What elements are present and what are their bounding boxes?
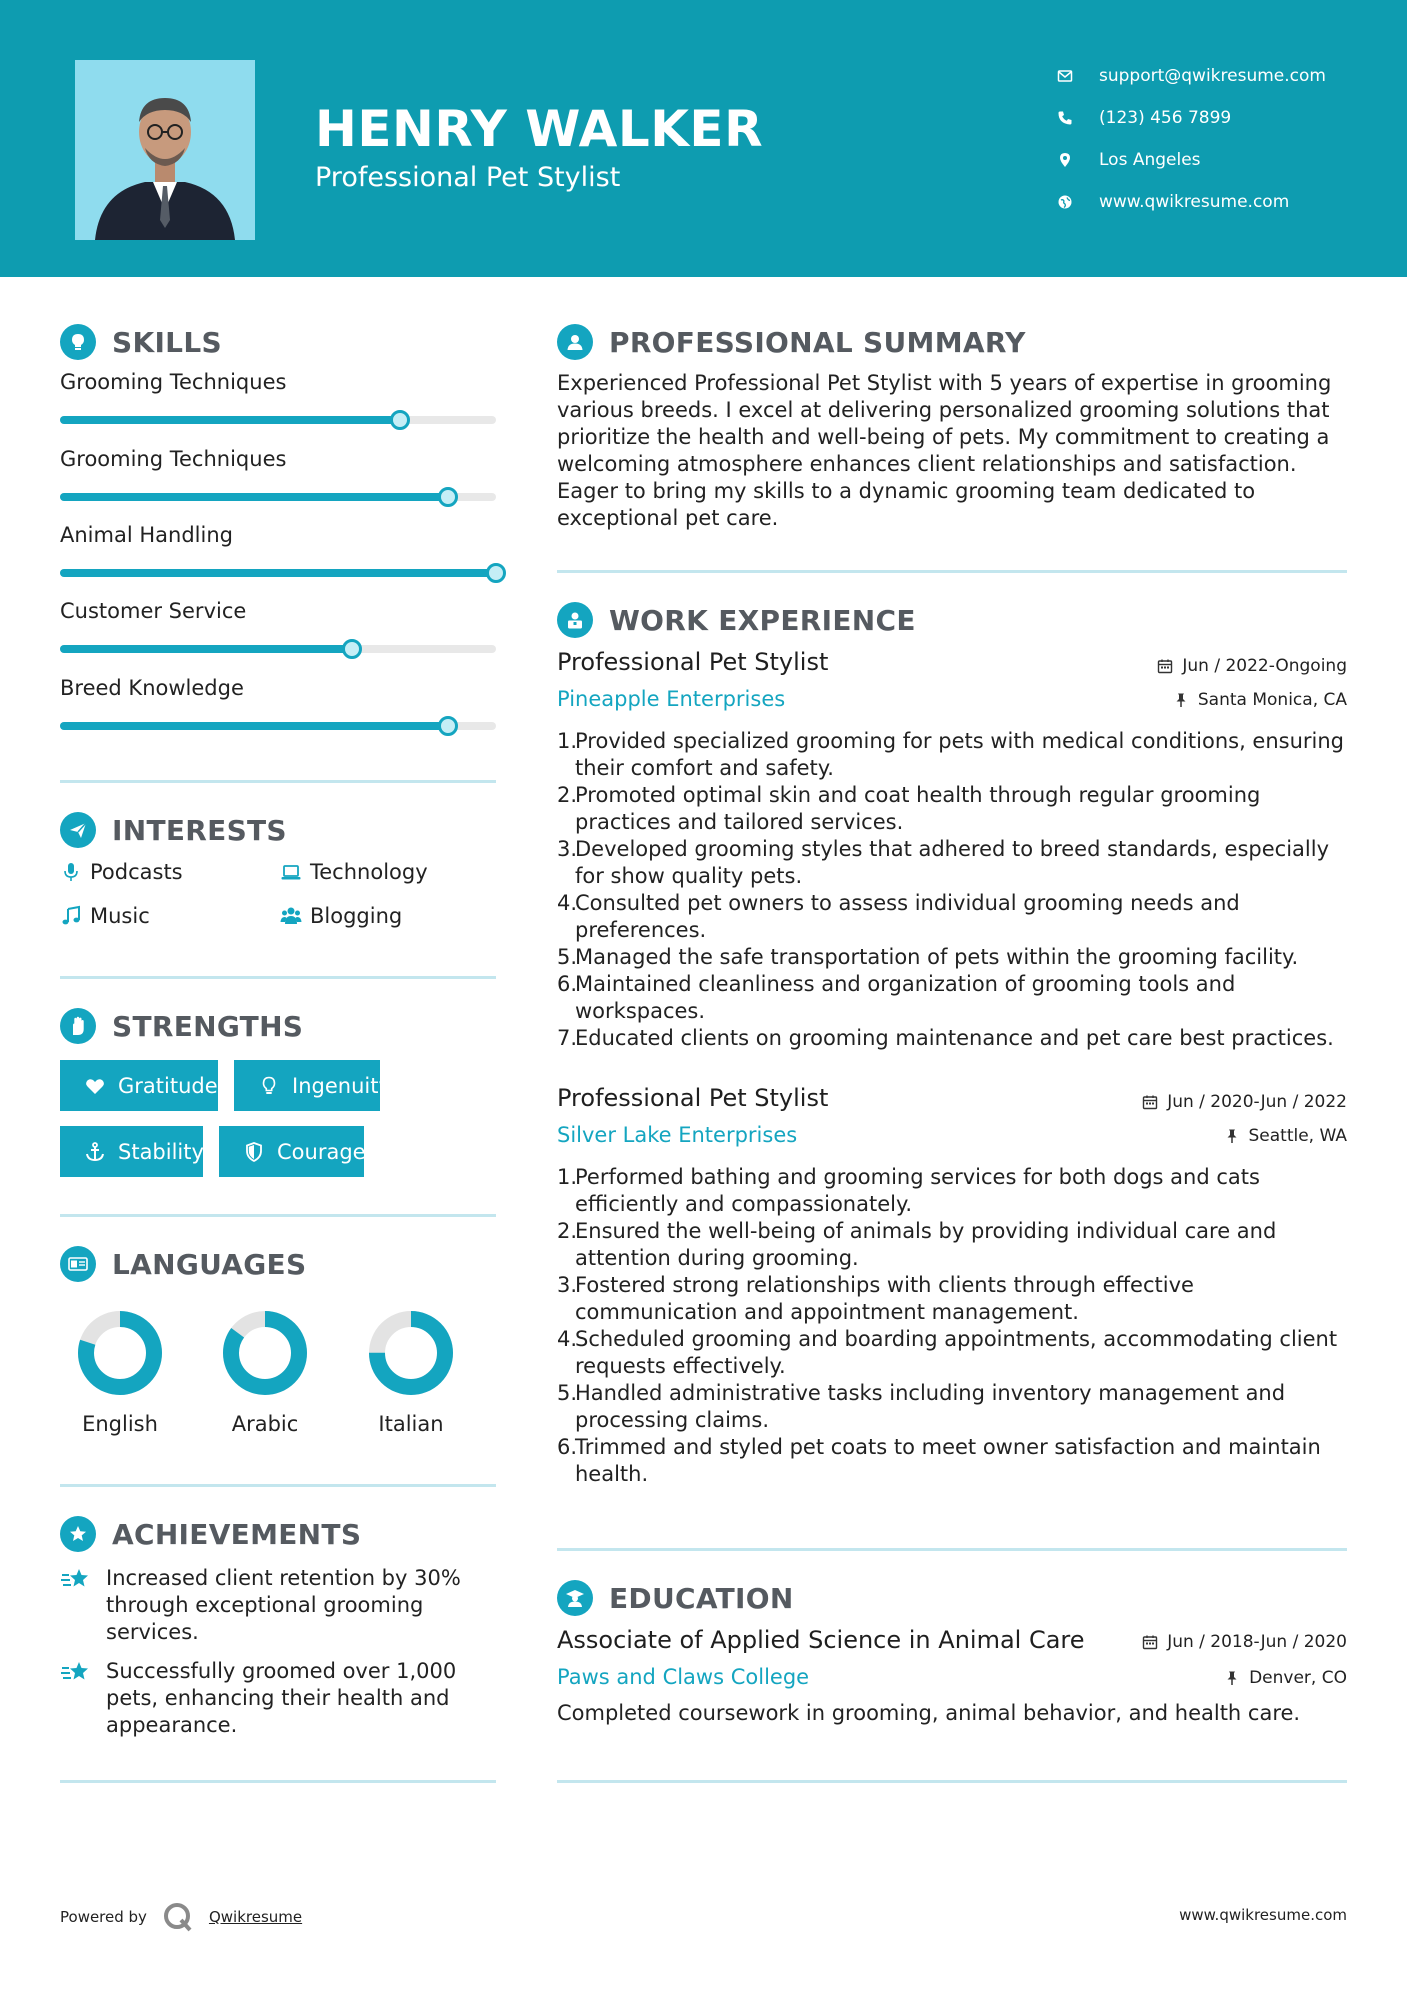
paper-plane-icon bbox=[60, 812, 96, 848]
job-responsibility: 2. Promoted optimal skin and coat health through regular grooming practices and tailored services. bbox=[557, 782, 1347, 836]
job-dates bbox=[1156, 656, 1347, 676]
job-responsibility-text: Provided specialized grooming for pets with medical conditions, ensuring their comfort and safety. bbox=[575, 729, 1345, 780]
language-donut bbox=[220, 1308, 310, 1398]
education-dates bbox=[1141, 1632, 1347, 1652]
language-label: English bbox=[82, 1412, 158, 1436]
section-divider bbox=[60, 1484, 496, 1487]
interests-heading bbox=[60, 812, 287, 848]
experience-heading bbox=[557, 602, 916, 638]
strength-tag bbox=[219, 1126, 364, 1177]
job-dates-text: Jun / 2022-Ongoing bbox=[1182, 656, 1347, 676]
powered-by-text: Powered by bbox=[60, 1908, 147, 1926]
section-divider bbox=[557, 570, 1347, 573]
job-location-text: Santa Monica, CA bbox=[1197, 690, 1347, 710]
skill-bar bbox=[60, 493, 496, 501]
education-school: Paws and Claws College bbox=[557, 1665, 810, 1689]
summary-text: Experienced Professional Pet Stylist with 5 years of expertise in grooming various breeds. I excel at delivering personalized grooming solutions that prioritize the health and well-being of pets. My commitment to creating a welcoming atmosphere enhances client relationships and satisfaction. Eager to bring my skills to a dynamic grooming team dedicated to exceptional pet care. bbox=[557, 371, 1332, 530]
users-icon bbox=[278, 903, 304, 929]
lightbulb-icon bbox=[60, 324, 96, 360]
user-icon bbox=[557, 324, 593, 360]
strengths-heading bbox=[60, 1008, 303, 1044]
resume-header bbox=[0, 0, 1407, 277]
section-divider bbox=[60, 1780, 496, 1783]
strength-label: Ingenuity bbox=[292, 1073, 391, 1098]
skill-bar-knob bbox=[342, 639, 362, 659]
skill-bar-fill bbox=[60, 722, 448, 730]
job-responsibilities bbox=[557, 728, 1347, 1052]
job-responsibility: 3. Developed grooming styles that adhered to breed standards, especially for show quality pets. bbox=[557, 836, 1347, 890]
job-location bbox=[1223, 1126, 1348, 1146]
microphone-icon bbox=[58, 859, 84, 885]
interest-item bbox=[278, 903, 402, 929]
achievement-item bbox=[60, 1658, 500, 1739]
skill-label: Grooming Techniques bbox=[60, 447, 287, 471]
language-donut bbox=[75, 1308, 165, 1398]
section-divider bbox=[60, 1214, 496, 1217]
job-title: Professional Pet Stylist bbox=[557, 1084, 829, 1112]
skills-heading bbox=[60, 324, 222, 360]
strength-tag bbox=[60, 1060, 218, 1111]
strength-label: Stability bbox=[118, 1139, 204, 1164]
skills-title: SKILLS bbox=[112, 325, 222, 359]
job-responsibilities bbox=[557, 1164, 1347, 1488]
job-responsibility: 1. Performed bathing and grooming services for both dogs and cats efficiently and compassionately. bbox=[557, 1164, 1347, 1218]
job-responsibility: 6. Trimmed and styled pet coats to meet owner satisfaction and maintain health. bbox=[557, 1434, 1347, 1488]
job-title: Professional Pet Stylist bbox=[557, 648, 829, 676]
language-label: Arabic bbox=[231, 1412, 299, 1436]
lightbulb-icon bbox=[258, 1074, 280, 1098]
skill-bar bbox=[60, 569, 496, 577]
globe-icon bbox=[1055, 192, 1075, 212]
skill-bar bbox=[60, 645, 496, 653]
skill-bar-knob bbox=[390, 410, 410, 430]
contact-phone-text: (123) 456 7899 bbox=[1099, 108, 1232, 128]
shooting-star-icon bbox=[60, 1565, 92, 1595]
strength-label: Courage bbox=[277, 1139, 366, 1164]
skill-bar-knob bbox=[438, 716, 458, 736]
strength-tag bbox=[234, 1060, 391, 1111]
skill-label: Grooming Techniques bbox=[60, 370, 287, 394]
education-location bbox=[1223, 1668, 1347, 1688]
education-degree: Associate of Applied Science in Animal Care bbox=[557, 1626, 1085, 1654]
summary-title: PROFESSIONAL SUMMARY bbox=[609, 325, 1026, 359]
job-dates bbox=[1141, 1092, 1347, 1112]
candidate-name: HENRY WALKER bbox=[315, 100, 764, 158]
section-divider bbox=[60, 780, 496, 783]
skill-bar-fill bbox=[60, 569, 496, 577]
languages-title: LANGUAGES bbox=[112, 1247, 307, 1281]
skill-bar-fill bbox=[60, 493, 448, 501]
interest-item bbox=[58, 859, 183, 885]
music-note-icon bbox=[58, 903, 84, 929]
job-responsibility-text: Educated clients on grooming maintenance and pet care best practices. bbox=[575, 1026, 1334, 1050]
achievements-heading bbox=[60, 1516, 361, 1552]
calendar-icon bbox=[1141, 1093, 1159, 1111]
phone-icon bbox=[1055, 108, 1075, 128]
job-location bbox=[1172, 690, 1347, 710]
job-location-text: Seattle, WA bbox=[1248, 1126, 1347, 1146]
pushpin-icon bbox=[1223, 1669, 1241, 1687]
skill-label: Animal Handling bbox=[60, 523, 233, 547]
calendar-icon bbox=[1141, 1633, 1159, 1651]
footer-powered-by bbox=[60, 1900, 302, 1934]
job-responsibility: 2. Ensured the well-being of animals by providing individual care and attention during grooming. bbox=[557, 1218, 1347, 1272]
strength-tag bbox=[60, 1126, 203, 1177]
interest-item bbox=[58, 903, 150, 929]
heart-icon bbox=[84, 1074, 106, 1098]
candidate-role: Professional Pet Stylist bbox=[315, 162, 621, 193]
language-item bbox=[351, 1308, 471, 1436]
job-responsibility-text: Handled administrative tasks including inventory management and processing claims. bbox=[575, 1381, 1286, 1432]
qwikresume-logo-icon bbox=[161, 1900, 195, 1934]
job-responsibility: 1. Provided specialized grooming for pets with medical conditions, ensuring their comfort and safety. bbox=[557, 728, 1347, 782]
job-responsibility-text: Ensured the well-being of animals by providing individual care and attention during grooming. bbox=[575, 1219, 1277, 1270]
languages-heading bbox=[60, 1246, 306, 1282]
footer-website[interactable]: www.qwikresume.com bbox=[1179, 1906, 1347, 1924]
job-responsibility: 4. Scheduled grooming and boarding appointments, accommodating client requests effectively. bbox=[557, 1326, 1347, 1380]
job-responsibility: 3. Fostered strong relationships with clients through effective communication and appointment management. bbox=[557, 1272, 1347, 1326]
section-divider bbox=[557, 1548, 1347, 1551]
hand-icon bbox=[60, 1008, 96, 1044]
job-responsibility-text: Developed grooming styles that adhered to breed standards, especially for show quality pets. bbox=[575, 837, 1330, 888]
interest-label: Music bbox=[90, 904, 150, 928]
person-portrait-icon bbox=[75, 60, 255, 240]
skill-label: Breed Knowledge bbox=[60, 676, 244, 700]
skill-bar bbox=[60, 722, 496, 730]
skill-label: Customer Service bbox=[60, 599, 247, 623]
job-responsibility: 5. Handled administrative tasks including inventory management and processing claims. bbox=[557, 1380, 1347, 1434]
education-location-text: Denver, CO bbox=[1249, 1668, 1347, 1688]
job-dates-text: Jun / 2020-Jun / 2022 bbox=[1167, 1092, 1347, 1112]
job-responsibility: 7. Educated clients on grooming maintenance and pet care best practices. bbox=[557, 1026, 1334, 1050]
map-pin-icon bbox=[1055, 150, 1075, 170]
job-responsibility: 4. Consulted pet owners to assess individual grooming needs and preferences. bbox=[557, 890, 1347, 944]
contact-email-text: support@qwikresume.com bbox=[1099, 66, 1326, 86]
language-donut bbox=[366, 1308, 456, 1398]
language-card-icon bbox=[60, 1246, 96, 1282]
skill-bar-knob bbox=[438, 487, 458, 507]
job-responsibility-text: Fostered strong relationships with clients through effective communication and appointment management. bbox=[575, 1273, 1194, 1324]
education-dates-text: Jun / 2018-Jun / 2020 bbox=[1167, 1632, 1347, 1652]
achievement-item bbox=[60, 1565, 500, 1646]
pushpin-icon bbox=[1172, 691, 1190, 709]
graduate-icon bbox=[557, 1580, 593, 1616]
contact-list bbox=[1055, 55, 1326, 223]
interest-label: Blogging bbox=[310, 904, 403, 928]
job-responsibility-text: Promoted optimal skin and coat health through regular grooming practices and tailored services. bbox=[575, 783, 1261, 834]
education-title: EDUCATION bbox=[609, 1581, 794, 1615]
job-responsibility-text: Trimmed and styled pet coats to meet owner satisfaction and maintain health. bbox=[575, 1435, 1321, 1486]
education-heading bbox=[557, 1580, 794, 1616]
calendar-icon bbox=[1156, 657, 1174, 675]
qwikresume-link[interactable]: Qwikresume bbox=[208, 1908, 303, 1926]
strengths-title: STRENGTHS bbox=[112, 1009, 304, 1043]
job-company: Pineapple Enterprises bbox=[557, 687, 786, 711]
job-responsibility: 5. Managed the safe transportation of pets within the grooming facility. bbox=[557, 945, 1299, 969]
education-description: Completed coursework in grooming, animal behavior, and health care. bbox=[557, 1701, 1301, 1725]
section-divider bbox=[557, 1780, 1347, 1783]
language-item bbox=[60, 1308, 180, 1436]
language-item bbox=[205, 1308, 325, 1436]
skill-bar-fill bbox=[60, 416, 400, 424]
pushpin-icon bbox=[1223, 1127, 1241, 1145]
job-responsibility-text: Maintained cleanliness and organization of grooming tools and workspaces. bbox=[575, 972, 1236, 1023]
contact-website-text: www.qwikresume.com bbox=[1099, 192, 1290, 212]
contact-location bbox=[1055, 139, 1326, 181]
contact-email[interactable] bbox=[1055, 55, 1326, 97]
anchor-icon bbox=[84, 1140, 106, 1164]
job-responsibility: 6. Maintained cleanliness and organization of grooming tools and workspaces. bbox=[557, 971, 1347, 1025]
strength-label: Gratitude bbox=[118, 1073, 218, 1098]
interest-item bbox=[278, 859, 428, 885]
job-responsibility-text: Consulted pet owners to assess individual grooming needs and preferences. bbox=[575, 891, 1240, 942]
shooting-star-icon bbox=[60, 1658, 92, 1688]
achievement-text: Successfully groomed over 1,000 pets, enhancing their health and appearance. bbox=[106, 1659, 457, 1737]
contact-phone[interactable] bbox=[1055, 97, 1326, 139]
skill-bar-knob bbox=[486, 563, 506, 583]
envelope-icon bbox=[1055, 66, 1075, 86]
summary-heading bbox=[557, 324, 1026, 360]
job-responsibility-text: Performed bathing and grooming services for both dogs and cats efficiently and compassionately. bbox=[575, 1165, 1260, 1216]
interests-title: INTERESTS bbox=[112, 813, 287, 847]
briefcase-user-icon bbox=[557, 602, 593, 638]
experience-title: WORK EXPERIENCE bbox=[609, 603, 916, 637]
job-responsibility-text: Scheduled grooming and boarding appointments, accommodating client requests effectively. bbox=[575, 1327, 1338, 1378]
job-company: Silver Lake Enterprises bbox=[557, 1123, 798, 1147]
skill-bar bbox=[60, 416, 496, 424]
achievement-text: Increased client retention by 30% through exceptional grooming services. bbox=[106, 1566, 461, 1644]
star-badge-icon bbox=[60, 1516, 96, 1552]
shield-icon bbox=[243, 1140, 265, 1164]
job-responsibility-text: Managed the safe transportation of pets within the grooming facility. bbox=[575, 945, 1299, 969]
contact-location-text: Los Angeles bbox=[1099, 150, 1201, 170]
interest-label: Technology bbox=[310, 860, 428, 884]
contact-website[interactable] bbox=[1055, 181, 1326, 223]
laptop-icon bbox=[278, 859, 304, 885]
profile-photo bbox=[75, 60, 255, 240]
achievements-title: ACHIEVEMENTS bbox=[112, 1517, 362, 1551]
language-label: Italian bbox=[378, 1412, 444, 1436]
interest-label: Podcasts bbox=[90, 860, 183, 884]
skill-bar-fill bbox=[60, 645, 352, 653]
section-divider bbox=[60, 976, 496, 979]
